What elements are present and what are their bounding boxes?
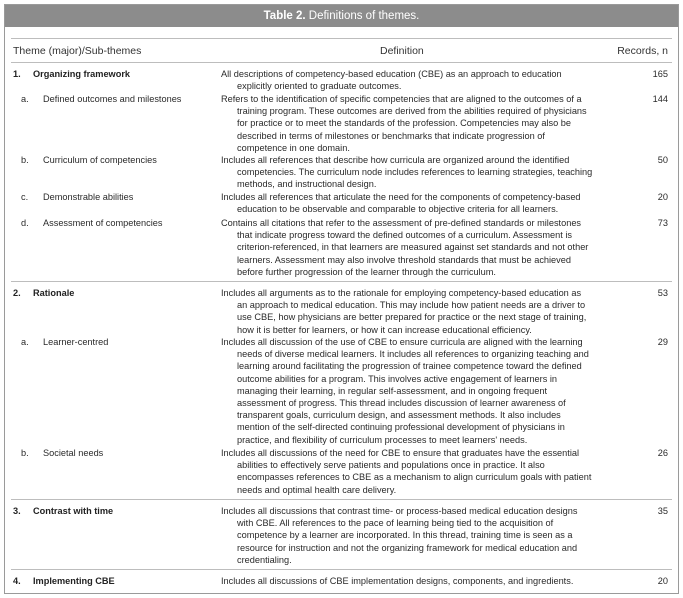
definition-first-line: All descriptions of competency-based education (CBE) as an approach to education bbox=[221, 69, 562, 79]
theme-number: d. bbox=[21, 218, 29, 228]
definition-continuation: explicitly oriented to graduate outcomes. bbox=[237, 81, 402, 92]
definition-cell bbox=[221, 287, 593, 336]
definition-first-line: Contains all citations that refer to the assessment of pre-defined standards or milestones bbox=[221, 218, 582, 228]
theme-name: Assessment of competencies bbox=[43, 218, 163, 228]
theme-name: Rationale bbox=[33, 288, 75, 298]
header-theme: Theme (major)/Sub-themes bbox=[13, 45, 142, 57]
definition-continuation: with CBE. All references to the pace of learning being tied to the acquisition of competence by a learner are incorporated. In this thread, training time is seen as a resource for instruction and not the organizing framework for medical education and credentialing. bbox=[237, 518, 578, 565]
definition-continuation: abilities to effectively serve patients and populations once in practice. It also encompasses references to CBE as a mechanism to align curriculum goals with patient needs and optimal health care delivery. bbox=[237, 460, 592, 495]
theme-name: Curriculum of competencies bbox=[43, 155, 157, 165]
theme-name: Defined outcomes and milestones bbox=[43, 94, 182, 104]
definition-cell bbox=[221, 336, 593, 446]
section-divider bbox=[11, 499, 672, 500]
theme-cell bbox=[21, 217, 221, 229]
header-definition: Definition bbox=[380, 45, 424, 57]
theme-number: 1. bbox=[13, 69, 21, 79]
definition-cell bbox=[221, 191, 593, 215]
definition-cell bbox=[221, 447, 593, 496]
theme-cell bbox=[21, 93, 221, 105]
definition-cell bbox=[221, 68, 593, 92]
theme-number: b. bbox=[21, 448, 29, 458]
definition-first-line: Refers to the identification of specific competencies that are aligned to the outcomes of a bbox=[221, 94, 582, 104]
records-count: 20 bbox=[657, 576, 668, 586]
theme-number: 4. bbox=[13, 576, 21, 586]
definition-continuation: education to be observable and comparable to objective criteria for all learners. bbox=[237, 204, 559, 215]
header-bottom-rule bbox=[11, 62, 672, 63]
theme-number: b. bbox=[21, 155, 29, 165]
records-count: 53 bbox=[657, 288, 668, 298]
theme-cell bbox=[21, 336, 221, 348]
section-divider bbox=[11, 569, 672, 570]
definition-continuation: needs of diverse medical learners. It includes all references to organizing teaching and learning around facilitating the progression of trainee competence toward the defined outcome abilities for a program. This involves active engagement of learners in managing their learning, in regular self-assessment, and in ongoing frequent assessment of progress. This thread includes discussion of learner awareness of transparent goals, curriculum design, and assessment methods. It also includes mention of the self-directed continuing professional development of physicians in practice, and flexibility of curriculum processes to meet learners' needs. bbox=[237, 349, 589, 445]
theme-name: Organizing framework bbox=[33, 69, 130, 79]
theme-name: Contrast with time bbox=[33, 506, 114, 516]
theme-cell bbox=[21, 447, 221, 459]
definition-first-line: Includes all discussion of the use of CBE to ensure curricula are aligned with the learning bbox=[221, 337, 583, 347]
theme-number: 3. bbox=[13, 506, 21, 516]
records-count: 26 bbox=[657, 448, 668, 458]
header-records: Records, n bbox=[617, 45, 668, 57]
records-count: 35 bbox=[657, 506, 668, 516]
table-title-text: Definitions of themes. bbox=[305, 10, 420, 22]
theme-cell bbox=[13, 68, 213, 80]
theme-name: Learner-centred bbox=[43, 337, 109, 347]
theme-name: Implementing CBE bbox=[33, 576, 115, 586]
records-count: 144 bbox=[652, 94, 668, 104]
records-count: 20 bbox=[657, 192, 668, 202]
table-title-label: Table 2. bbox=[263, 10, 306, 22]
theme-number: c. bbox=[21, 192, 29, 202]
records-count: 50 bbox=[657, 155, 668, 165]
definition-first-line: Includes all references that articulate the need for the components of competency-based bbox=[221, 192, 581, 202]
table-title bbox=[5, 5, 678, 27]
theme-name: Societal needs bbox=[43, 448, 104, 458]
records-count: 73 bbox=[657, 218, 668, 228]
definition-cell bbox=[221, 505, 593, 566]
theme-cell bbox=[13, 505, 213, 517]
definition-continuation: competencies. The curriculum node includes references to learning strategies, teaching methods, and instructional design. bbox=[237, 167, 593, 190]
definition-first-line: Includes all discussions of CBE implementation designs, components, and ingredients. bbox=[221, 576, 574, 586]
definition-first-line: Includes all discussions that contrast time- or process-based medical education designs bbox=[221, 506, 578, 516]
theme-number: 2. bbox=[13, 288, 21, 298]
table-frame bbox=[4, 4, 679, 594]
definition-first-line: Includes all references that describe how curricula are organized around the identified bbox=[221, 155, 570, 165]
records-count: 29 bbox=[657, 337, 668, 347]
theme-cell bbox=[13, 575, 213, 587]
section-divider bbox=[11, 281, 672, 282]
definition-first-line: Includes all discussions of the need for CBE to ensure that graduates have the essential bbox=[221, 448, 580, 458]
definition-cell bbox=[221, 575, 593, 587]
definition-cell bbox=[221, 93, 593, 154]
definition-continuation: training program. These outcomes are derived from the abilities required of physicians for practice or to meet the standards of the profession. Competencies may also be described in terms of milestones or benchmarks that indicate progression of competence in one domain. bbox=[237, 106, 587, 153]
records-count: 165 bbox=[652, 69, 668, 79]
definition-first-line: Includes all arguments as to the rationale for employing competency-based education as bbox=[221, 288, 582, 298]
theme-cell bbox=[13, 287, 213, 299]
definition-cell bbox=[221, 154, 593, 191]
theme-number: a. bbox=[21, 337, 29, 347]
definition-continuation: that indicate progress toward the defined outcomes of a curriculum. Assessment is criterion-referenced, in that learners are measured against set standards and not other learners. Assessment may also involve threshold standards that must be achieved before further progression of the learner through the curriculum. bbox=[237, 230, 589, 277]
definition-continuation: an approach to medical education. This may include how patient needs are a driver to use CBE, how physicians are better prepared for practice or the next stage of training, how it is better for learners, or how it can increase educational efficiency. bbox=[237, 300, 587, 335]
header-top-rule bbox=[11, 38, 672, 39]
theme-cell bbox=[21, 191, 221, 203]
theme-cell bbox=[21, 154, 221, 166]
theme-name: Demonstrable abilities bbox=[43, 192, 134, 202]
definition-cell bbox=[221, 217, 593, 278]
theme-number: a. bbox=[21, 94, 29, 104]
